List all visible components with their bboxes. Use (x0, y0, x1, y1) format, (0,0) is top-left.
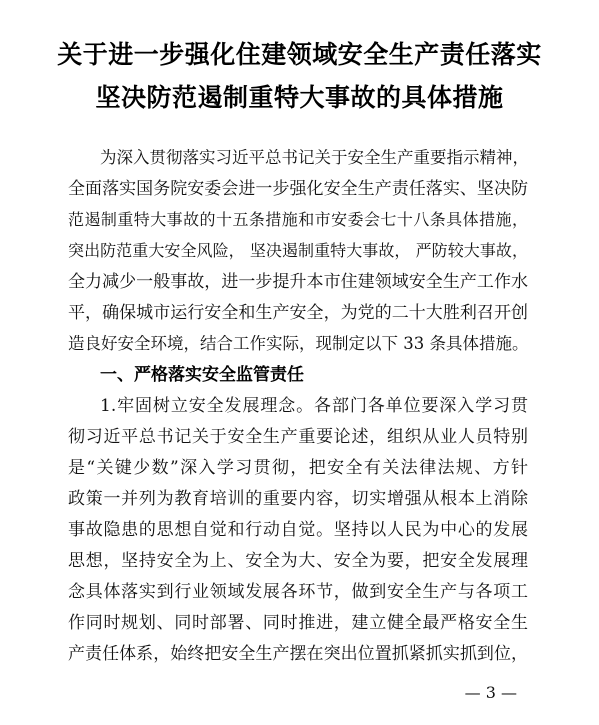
intro-line-3: 范遏制重特大事故的十五条措施和市安委会七十八条具体措施， (68, 210, 528, 229)
intro-line-5: 全力减少一般事故，进一步提升本市住建领域安全生产工作水 (68, 272, 528, 292)
section-heading: 一、严格落实安全监管责任 (100, 365, 304, 385)
item1-line-8: 作同时规划、同时部署、同时推进，建立健全最严格安全生 (68, 613, 528, 633)
intro-line-2: 全面落实国务院安委会进一步强化安全生产责任落实、坚决防 (68, 179, 528, 199)
intro-line-1: 为深入贯彻落实习近平总书记关于安全生产重要指示精神， (100, 148, 529, 167)
item1-line-6: 思想，坚持安全为上、安全为大、安全为要，把安全发展理 (68, 551, 528, 571)
intro-line-6: 平，确保城市运行安全和生产安全，为党的二十大胜利召开创 (68, 303, 528, 323)
item1-line-2: 彻习近平总书记关于安全生产重要论述，组织从业人员特别 (68, 427, 528, 447)
intro-line-7: 造良好安全环境，结合工作实际，现制定以下 33 条具体措施。 (68, 334, 529, 353)
intro-line-4: 突出防范重大安全风险， 坚决遏制重特大事故， 严防较大事故， (68, 241, 528, 260)
item1-line-7: 念具体落实到行业领域发展各环节，做到安全生产与各项工 (68, 582, 528, 602)
document-title-line-1: 关于进一步强化住建领域安全生产责任落实 (57, 40, 542, 69)
page-number: — 3 — (464, 683, 517, 702)
item1-line-3: 是“关键少数”深入学习贯彻，把安全有关法律法规、方针 (68, 458, 528, 478)
item1-line-4: 政策一并列为教育培训的重要内容，切实增强从根本上消除 (68, 489, 528, 509)
item1-line-5: 事故隐患的思想自觉和行动自觉。坚持以人民为中心的发展 (68, 520, 528, 540)
item1-line-9: 产责任体系，始终把安全生产摆在突出位置抓紧抓实抓到位， (68, 644, 528, 664)
item1-line-1: 1.牢固树立安全发展理念。各部门各单位要深入学习贯 (100, 396, 528, 416)
document-title-line-2: 坚决防范遏制重特大事故的具体措施 (95, 83, 504, 112)
